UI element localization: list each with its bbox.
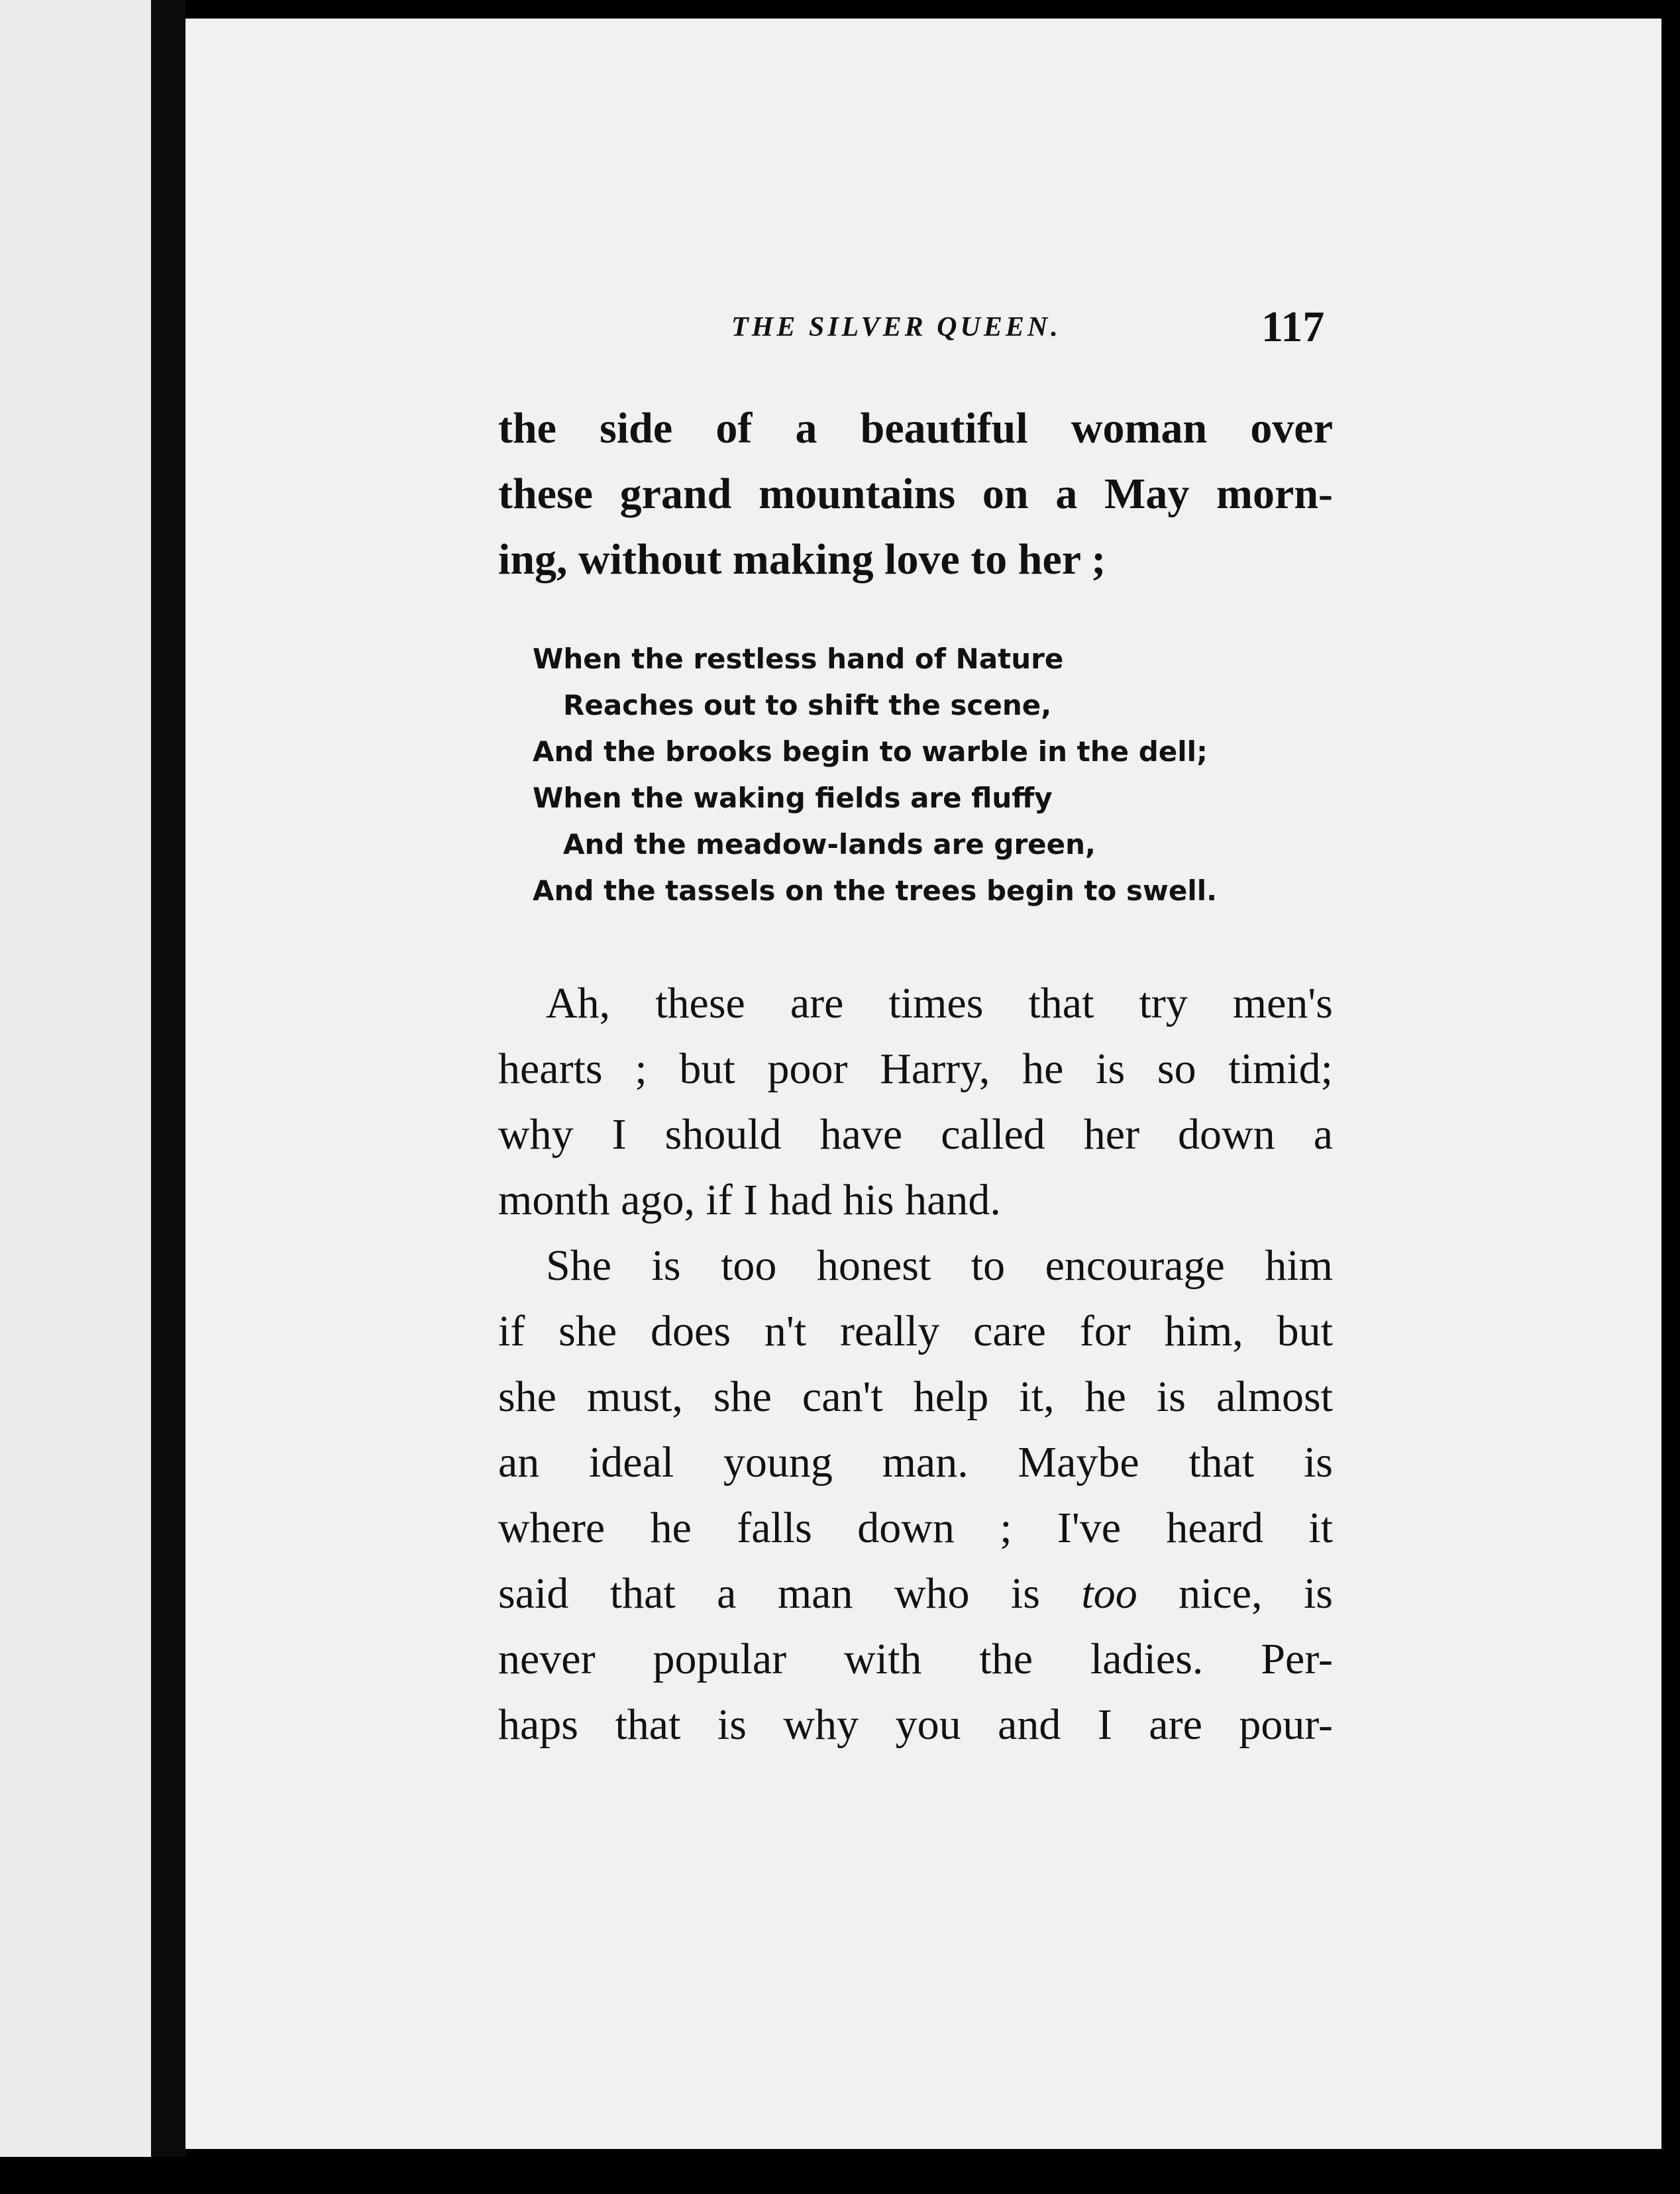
text-line: hearts ; but poor Harry, he is so timid;	[498, 1045, 1333, 1093]
text-line: She is too honest to encourage him	[546, 1241, 1333, 1290]
text-line: Ah, these are times that try men's	[546, 979, 1333, 1027]
text-line: month ago, if I had his hand.	[498, 1176, 1001, 1224]
text-line: the side of a beautiful woman over	[498, 404, 1333, 452]
verse-line: When the restless hand of Nature	[533, 643, 1064, 675]
text-line: never popular with the ladies. Per-	[498, 1635, 1333, 1683]
text-segment: nice, is	[1137, 1569, 1333, 1618]
text-line: she must, she can't help it, he is almost	[498, 1373, 1333, 1421]
book-spine-shadow	[151, 0, 185, 2194]
paragraph-continued	[498, 395, 1333, 592]
scan-border-bottom	[0, 2157, 1680, 2194]
text-line: an ideal young man. Maybe that is	[498, 1438, 1333, 1487]
text-line: these grand mountains on a May morn-	[498, 470, 1333, 518]
verse-stanza	[533, 636, 1217, 914]
verse-line: And the meadow-lands are green,	[563, 828, 1096, 861]
verse-line: And the brooks begin to warble in the dell;	[533, 735, 1208, 768]
text-line: why I should have called her down a	[498, 1110, 1333, 1159]
running-head: THE SILVER QUEEN.	[731, 312, 1061, 342]
text-line: where he falls down ; I've heard it	[498, 1504, 1333, 1552]
verse-line: Reaches out to shift the scene,	[563, 689, 1052, 721]
paragraph-ah-these-are-times	[498, 970, 1333, 1233]
paragraph-she-is-too-honest	[498, 1233, 1333, 1757]
text-line: ing, without making love to her ;	[498, 535, 1106, 584]
text-line-with-emphasis	[498, 1561, 1333, 1626]
text-line: haps that is why you and I are pour-	[498, 1700, 1333, 1749]
verse-line: When the waking fields are fluffy	[533, 782, 1053, 814]
verse-line: And the tassels on the trees begin to swell.	[533, 874, 1218, 907]
text-segment: said that a man who is	[498, 1569, 1082, 1618]
emphasized-word: too	[1081, 1569, 1137, 1618]
facing-page-edge	[0, 0, 151, 2173]
page-number: 117	[1261, 303, 1325, 351]
text-line: if she does n't really care for him, but	[498, 1307, 1333, 1355]
